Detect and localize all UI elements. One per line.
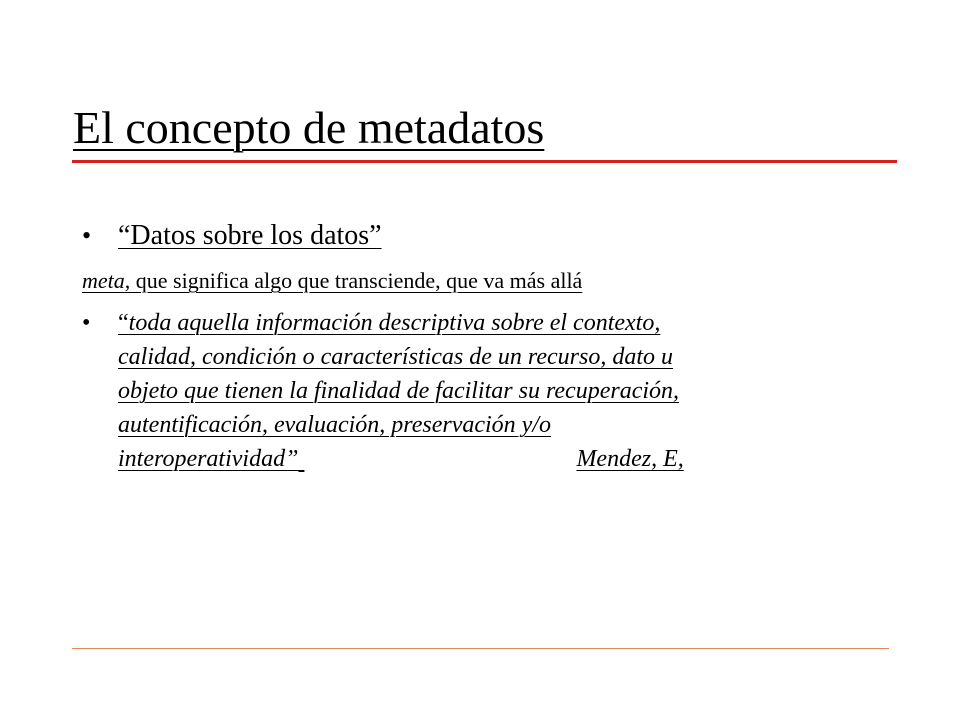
bullet-datos-sobre-datos (82, 218, 382, 254)
quote-text: toda aquella información descriptiva sobre el contexto, (128, 310, 661, 336)
footer-divider (72, 648, 889, 649)
meta-definition-line (82, 266, 582, 296)
bullet-dot: • (82, 310, 91, 336)
quote-line (118, 306, 684, 340)
slide-title: El concepto de metadatos (73, 102, 545, 153)
quote-line: autentificación, evaluación, preservación y/o (118, 412, 551, 438)
author-gap (298, 442, 576, 476)
title-divider (72, 160, 897, 163)
quote-author: Mendez, E, (576, 446, 684, 472)
meta-term: meta (82, 268, 125, 293)
bullet-dot: • (82, 221, 92, 250)
bullet-definition-quote (82, 306, 684, 476)
quote-line (118, 442, 684, 476)
bullet-text: “Datos sobre los datos” (118, 220, 382, 251)
quote-line: calidad, condición o características de un recurso, dato u (118, 344, 674, 370)
meta-definition: , que significa algo que transciende, que va más allá (124, 268, 583, 293)
quote-text: interoperatividad” (118, 446, 299, 472)
quote-block (118, 306, 684, 476)
open-quote: “ (118, 310, 129, 336)
quote-line: objeto que tienen la finalidad de facilitar su recuperación, (118, 378, 680, 404)
